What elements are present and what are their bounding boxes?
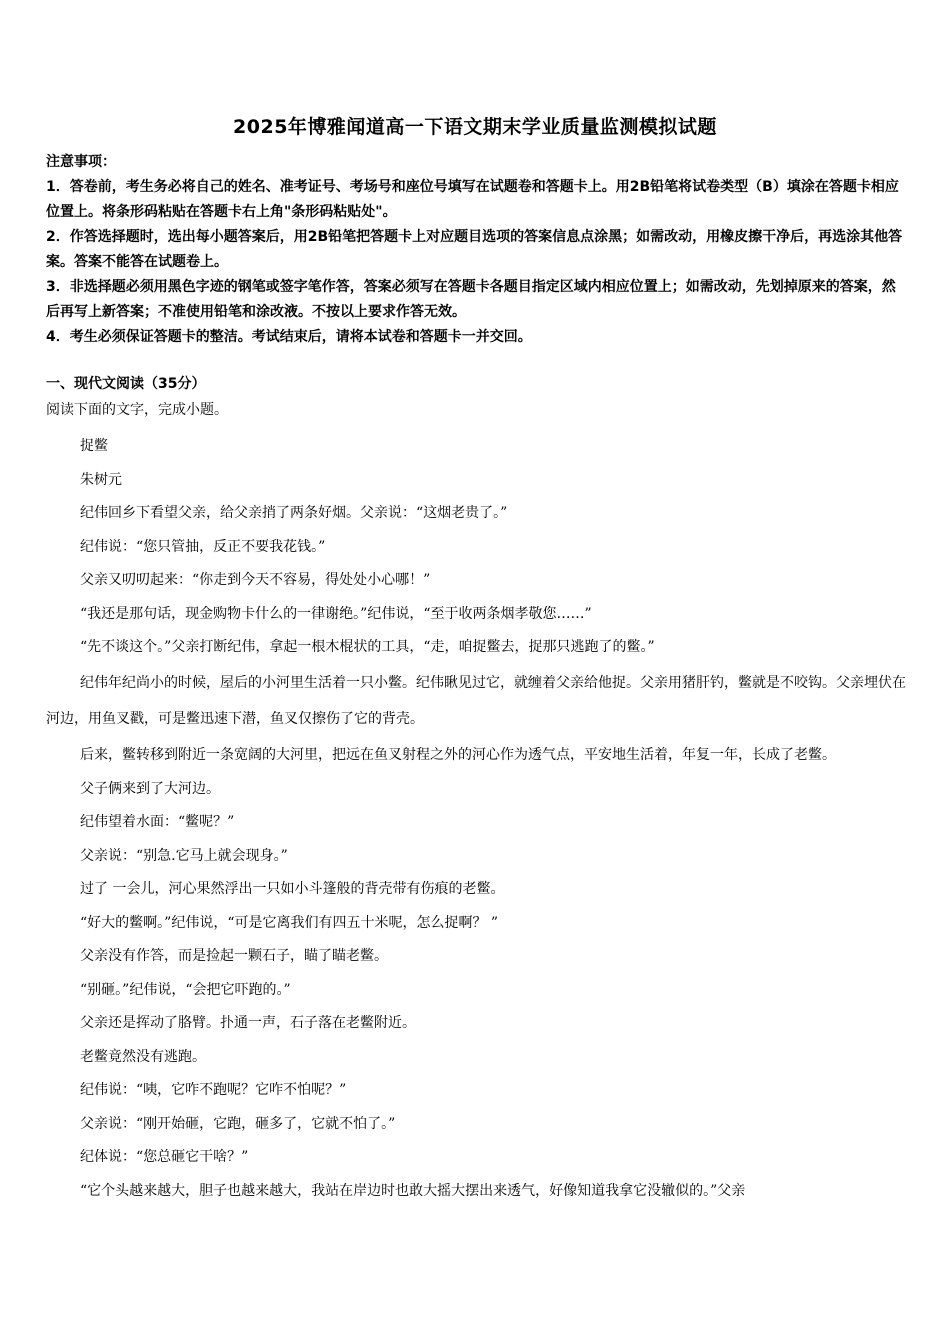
story-text	[46, 430, 906, 1208]
story-paragraph: 父子俩来到了大河边。	[80, 780, 220, 797]
story-paragraph: 纪体说：“您总砸它干啥？”	[80, 1149, 249, 1165]
reading-instruction: 阅读下面的文字，完成小题。	[46, 402, 228, 418]
story-paragraph: “别砸。”纪伟说，“会把它吓跑的。”	[80, 981, 291, 998]
story-paragraph: 纪伟年纪尚小的时候，屋后的小河里生活着一只小鳖。纪伟瞅见过它，就缠着父亲给他捉。父亲用猪肝钓，鳖就是不咬钩。父亲埋伏在河边，用鱼叉戳，可是鳖迅速下潜，鱼叉仅擦伤了它的背壳。	[46, 674, 906, 727]
story-paragraph: 父亲说：“别急.它马上就会现身。”	[80, 847, 288, 864]
story-paragraph: 纪伟望着水面：“鳖呢？”	[80, 814, 235, 830]
notice-item: 2．作答选择题时，选出每小题答案后，用2B铅笔把答题卡上对应题目选项的答案信息点涂黑；如需改动，用橡皮擦干净后，再选涂其他答案。答案不能答在试题卷上。	[46, 229, 903, 270]
story-paragraph: 纪伟说：“咦，它咋不跑呢？它咋不怕呢？”	[80, 1082, 347, 1098]
story-title: 捉鳖	[80, 438, 108, 454]
story-paragraph: 父亲说：“刚开始砸，它跑，砸多了，它就不怕了。”	[80, 1115, 396, 1132]
story-paragraph: 过了 一会儿，河心果然浮出一只如小斗篷般的背壳带有伤痕的老鳖。	[80, 881, 505, 897]
notice-item: 3．非选择题必须用黑色字迹的钢笔或签字笔作答，答案必须写在答题卡各题目指定区域内相应位置上；如需改动，先划掉原来的答案，然后再写上新答案；不准使用铅笔和涂改液。不按以上要求作答无效。	[46, 279, 896, 320]
story-paragraph: “我还是那句话，现金购物卡什么的一律谢绝。”纪伟说，“至于收两条烟孝敬您……”	[80, 605, 592, 622]
story-author: 朱树元	[80, 471, 122, 488]
notice-block	[46, 150, 906, 350]
story-paragraph: 老鳖竟然没有逃跑。	[80, 1048, 206, 1065]
story-paragraph: “好大的鳖啊。”纪伟说，“可是它离我们有四五十米呢，怎么捉啊？ ”	[80, 914, 499, 931]
story-paragraph: 父亲又叨叨起来：“你走到今天不容易，得处处小心哪！”	[80, 572, 431, 588]
notice-heading: 注意事项：	[46, 154, 116, 170]
notice-item: 1．答卷前，考生务必将自己的姓名、准考证号、考场号和座位号填写在试题卷和答题卡上。用2B铅笔将试卷类型（B）填涂在答题卡相应位置上。将条形码粘贴在答题卡右上角"条形码粘贴处"。	[46, 179, 899, 220]
story-paragraph: “它个头越来越大，胆子也越来越大，我站在岸边时也敢大摇大摆出来透气，好像知道我拿它没辙似的。”父亲	[80, 1182, 746, 1199]
story-paragraph: 纪伟说：“您只管抽，反正不要我花钱。”	[80, 538, 326, 555]
notice-item: 4．考生必须保证答题卡的整洁。考试结束后，请将本试卷和答题卡一并交回。	[46, 329, 532, 345]
story-paragraph: 纪伟回乡下看望父亲，给父亲捎了两条好烟。父亲说：“这烟老贵了。”	[80, 505, 508, 521]
story-paragraph: 父亲没有作答，而是捡起一颗石子，瞄了瞄老鳖。	[80, 948, 388, 964]
story-paragraph: “先不谈这个。”父亲打断纪伟，拿起一根木棍状的工具，“走，咱捉鳖去，捉那只逃跑了的鳖。”	[80, 639, 655, 655]
story-paragraph: 父亲还是挥动了胳臂。扑通一声，石子落在老鳖附近。	[80, 1015, 416, 1031]
section-heading: 一、现代文阅读（35分）	[46, 376, 206, 392]
exam-title: 2025年博雅闻道高一下语文期末学业质量监测模拟试题	[233, 116, 717, 138]
story-paragraph: 后来，鳖转移到附近一条宽阔的大河里，把远在鱼叉射程之外的河心作为透气点，平安地生活着，年复一年，长成了老鳖。	[80, 746, 836, 763]
